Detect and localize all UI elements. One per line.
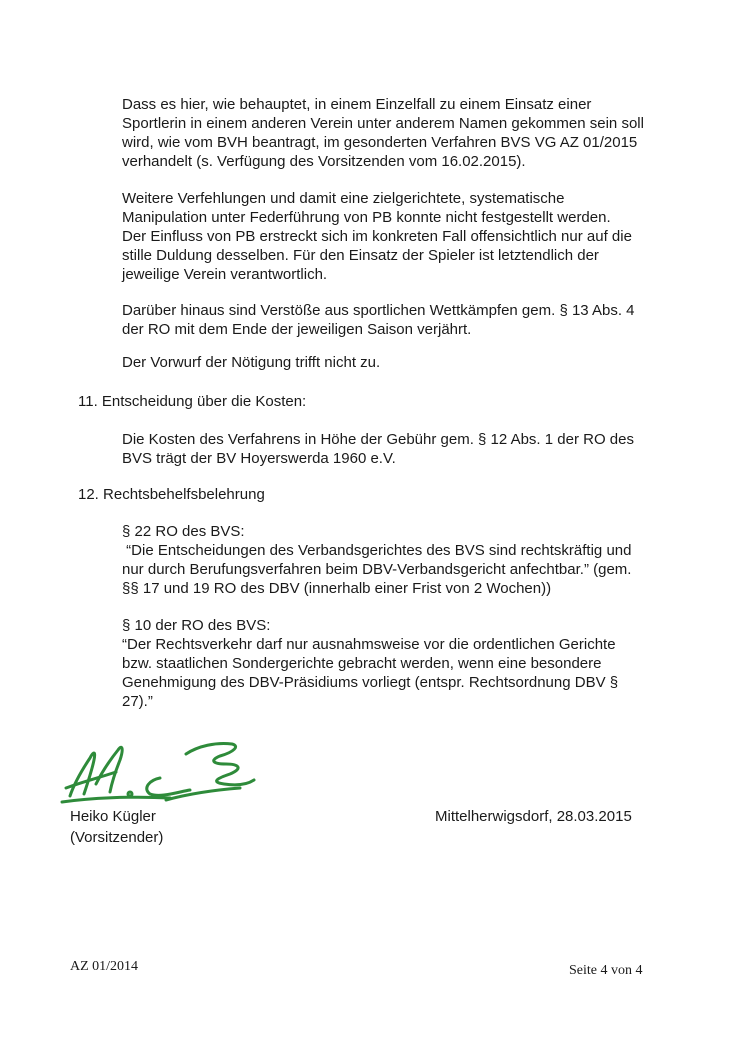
- section-heading-kosten: 11. Entscheidung über die Kosten:: [78, 393, 307, 410]
- text-line: Dass es hier, wie behauptet, in einem Einzelfall zu einem Einsatz einer: [122, 96, 592, 113]
- text-line: “Der Rechtsverkehr darf nur ausnahmsweise vor die ordentlichen Gerichte: [122, 636, 616, 653]
- text-line: Weitere Verfehlungen und damit eine zielgerichtete, systematische: [122, 190, 565, 207]
- text-line: § 22 RO des BVS:: [122, 523, 245, 540]
- text-line: nur durch Berufungsverfahren beim DBV-Verbandsgericht anfechtbar.” (gem.: [122, 561, 632, 578]
- text-line: wird, wie vom BVH beantragt, im gesonderten Verfahren BVS VG AZ 01/2015: [122, 134, 638, 151]
- text-line: jeweilige Verein verantwortlich.: [122, 266, 328, 283]
- text-line: bzw. staatlichen Sondergerichte gebracht werden, wenn eine besondere: [122, 655, 602, 672]
- text-line: stille Duldung desselben. Für den Einsatz der Spieler ist letztendlich der: [122, 247, 599, 264]
- section-heading-rechtsbehelf: [78, 485, 265, 504]
- text-line: “Die Entscheidungen des Verbandsgerichtes des BVS sind rechtskräftig und: [122, 542, 632, 559]
- signer-name: Heiko Kügler: [70, 808, 156, 825]
- text-line: verhandelt (s. Verfügung des Vorsitzenden vom 16.02.2015).: [122, 153, 526, 170]
- footer-reference: AZ 01/2014: [70, 959, 139, 974]
- text-line: Der Einfluss von PB erstreckt sich im konkreten Fall offensichtlich nur auf die: [122, 228, 632, 245]
- text-line: Der Vorwurf der Nötigung trifft nicht zu.: [122, 354, 381, 371]
- signer-block: [70, 806, 163, 848]
- text-line: §§ 17 und 19 RO des DBV (innerhalb einer Frist von 2 Wochen)): [122, 580, 552, 597]
- text-line: Genehmigung des DBV-Präsidiums vorliegt (entspr. Rechtsordnung DBV §: [122, 674, 619, 691]
- paragraph-noetigung: [122, 353, 662, 372]
- paragraph-einzelfall: [122, 95, 662, 171]
- place-and-date: Mittelherwigsdorf, 28.03.2015: [435, 808, 632, 825]
- text-line: Manipulation unter Federführung von PB konnte nicht festgestellt werden.: [122, 209, 611, 226]
- text-line: Sportlerin in einem anderen Verein unter anderem Namen gekommen sein soll: [122, 115, 644, 132]
- paragraph-verfehlungen: [122, 189, 662, 284]
- paragraph-paragraf-22: [122, 522, 662, 598]
- text-line: BVS trägt der BV Hoyerswerda 1960 e.V.: [122, 450, 396, 467]
- text-line: 27).”: [122, 693, 153, 710]
- text-line: Die Kosten des Verfahrens in Höhe der Gebühr gem. § 12 Abs. 1 der RO des: [122, 431, 634, 448]
- handwritten-signature: [60, 738, 256, 808]
- text-line: der RO mit dem Ende der jeweiligen Saison verjährt.: [122, 321, 472, 338]
- paragraph-verjaehrung: [122, 301, 662, 339]
- page-number: Seite 4 von 4: [569, 963, 643, 978]
- text-line: § 10 der RO des BVS:: [122, 617, 271, 634]
- signer-role: (Vorsitzender): [70, 829, 164, 846]
- paragraph-kosten: [122, 430, 662, 468]
- text-line: Darüber hinaus sind Verstöße aus sportlichen Wettkämpfen gem. § 13 Abs. 4: [122, 302, 635, 319]
- section-heading-label: 12. Rechtsbehelfsbelehrung: [78, 486, 265, 503]
- paragraph-paragraf-10: [122, 616, 662, 711]
